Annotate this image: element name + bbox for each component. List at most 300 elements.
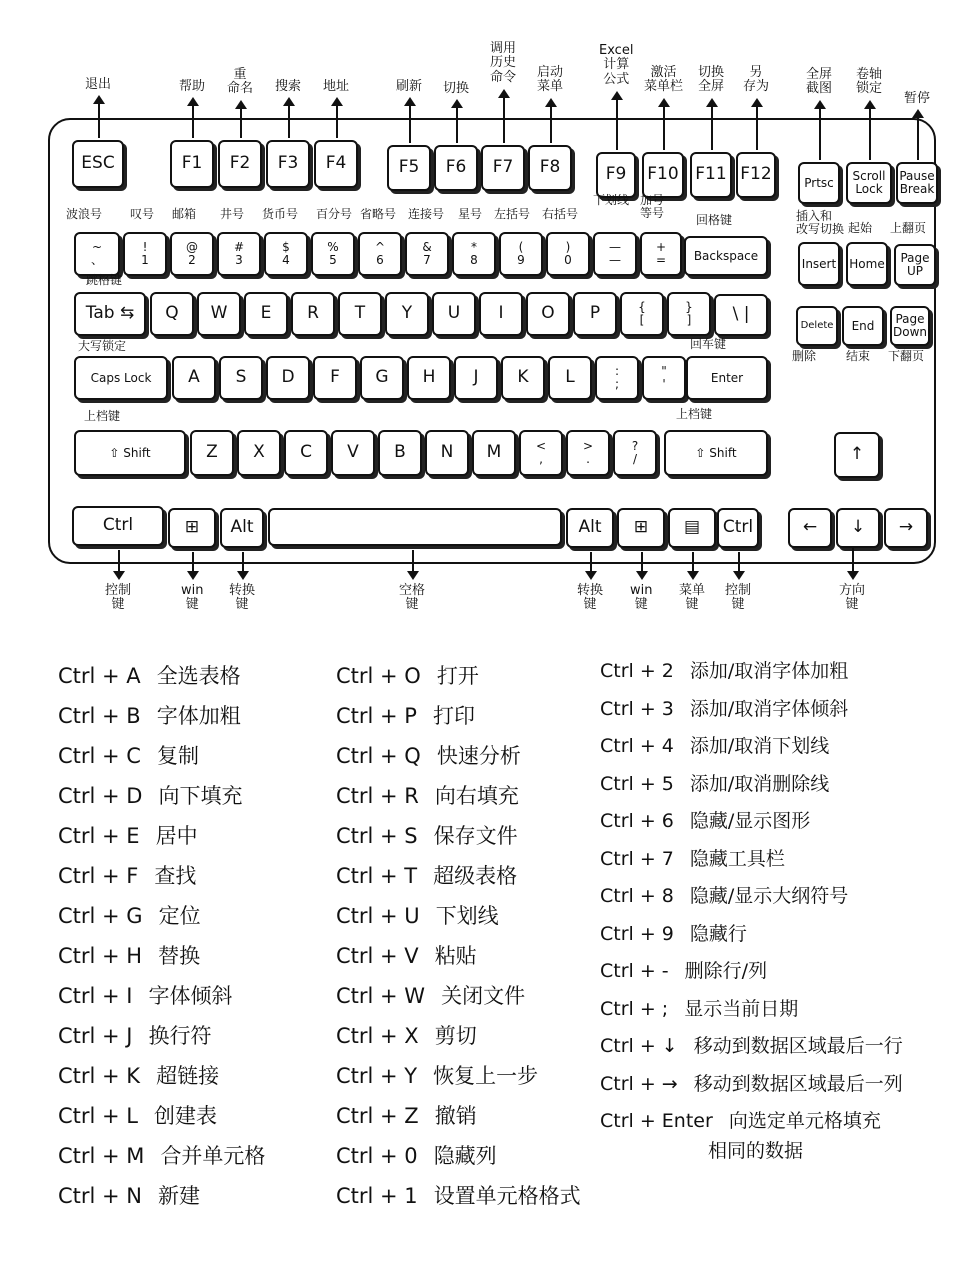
shortcut-col1-item	[58, 980, 233, 1010]
shortcut-description: 撤销	[434, 1104, 477, 1128]
shortcut-description: 向右填充	[434, 784, 519, 808]
shortcut-keys: Ctrl + W	[336, 984, 426, 1008]
key-delete: Delete	[796, 306, 838, 346]
shortcut-keys: Ctrl + M	[58, 1144, 145, 1168]
key-note-end: 结束	[846, 349, 871, 363]
bottom-label-lctrl: 控制 键	[105, 583, 132, 613]
key-note-k7: 连接号	[408, 207, 445, 221]
key-note-k6: 省略号	[360, 207, 397, 221]
shortcut-keys: Ctrl + 2	[600, 660, 674, 682]
shortcut-description: 添加/取消字体倾斜	[689, 697, 849, 720]
key-k: K	[501, 356, 545, 400]
top-label-f8: 启动 菜单	[537, 65, 564, 95]
shortcut-keys: Ctrl + Y	[336, 1064, 418, 1088]
shortcut-keys: Ctrl + 9	[600, 922, 674, 945]
shortcut-description: 打印	[432, 704, 475, 728]
arrow-icon	[711, 100, 713, 150]
key-legend: +	[655, 240, 667, 255]
key-note-tab: 跳格键	[86, 273, 123, 287]
shortcut-col1-item	[58, 1180, 200, 1210]
key-b: B	[378, 430, 422, 476]
key-note-rshift: 上档键	[676, 407, 713, 421]
key-slash	[613, 430, 657, 476]
shortcut-description: 查找	[154, 864, 197, 888]
shortcut-description: 隐藏行	[689, 922, 747, 945]
key-tab: Tab ⇆	[74, 292, 146, 336]
key-legend: ^	[374, 240, 386, 255]
key-legend: @	[186, 240, 198, 255]
shortcut-description: 隐藏工具栏	[689, 847, 785, 870]
key-a: A	[172, 356, 216, 400]
shortcut-col2-item	[336, 780, 519, 810]
key-k8	[452, 232, 496, 276]
key-legend: —	[609, 240, 621, 255]
key-f3: F3	[266, 140, 310, 188]
key-o: O	[526, 292, 570, 336]
arrow-icon	[242, 552, 244, 578]
key-left: ←	[788, 508, 832, 548]
bottom-label-ralt: 转换 键	[577, 583, 604, 613]
shortcut-description: 定位	[158, 904, 201, 928]
shortcut-col1-item	[58, 1020, 212, 1050]
key-w: W	[197, 292, 241, 336]
key-legend: %	[327, 240, 339, 255]
key-f4: F4	[314, 140, 358, 188]
key-pageup	[894, 244, 936, 286]
top-label-prtsc: 全屏 截图	[806, 67, 833, 97]
key-lbrace	[620, 292, 664, 336]
shortcut-keys: Ctrl + V	[336, 944, 419, 968]
key-x: X	[237, 430, 281, 476]
key-note-minus: 下划线	[593, 193, 630, 207]
key-note-pagedown: 下翻页	[888, 349, 925, 363]
shortcut-description: 超链接	[156, 1064, 220, 1088]
shortcut-description: 字体加粗	[156, 704, 241, 728]
key-legend: !	[142, 240, 148, 255]
shortcut-keys: Ctrl + ;	[600, 997, 669, 1020]
key-down: ↓	[836, 508, 880, 548]
key-legend: 6	[376, 253, 384, 267]
shortcut-keys: Ctrl + 3	[600, 697, 674, 720]
key-s: S	[219, 356, 263, 400]
key-plus	[640, 232, 682, 276]
key-legend: Lock	[855, 182, 883, 196]
shortcut-keys: Ctrl + 8	[600, 885, 674, 907]
key-l: L	[548, 356, 592, 400]
shortcut-keys: Ctrl + L	[58, 1104, 139, 1128]
key-note-enter: 回车键	[690, 337, 727, 351]
key-lctrl: Ctrl	[72, 506, 164, 546]
top-label-pause: 暂停	[904, 91, 931, 106]
shortcut-description: 隐藏/显示图形	[689, 810, 811, 832]
key-q: Q	[150, 292, 194, 336]
bottom-label-rwin: win 键	[630, 583, 653, 613]
key-k2	[170, 232, 214, 276]
key-f10: F10	[642, 152, 684, 198]
shortcut-keys: Ctrl + G	[58, 904, 143, 928]
key-legend: Page	[895, 312, 925, 327]
shortcut-col3-item	[600, 656, 848, 683]
key-note-k4: 货币号	[262, 207, 299, 221]
key-right: →	[884, 508, 928, 548]
key-caps: Caps Lock	[74, 356, 168, 400]
shortcut-keys: Ctrl + P	[336, 704, 417, 728]
key-legend: 5	[329, 253, 337, 267]
shortcut-description: 恢复上一步	[433, 1064, 539, 1088]
shortcut-col2-item	[336, 660, 479, 690]
arrow-icon	[98, 97, 100, 138]
shortcut-keys: Ctrl + K	[58, 1064, 141, 1088]
arrow-icon	[738, 552, 740, 578]
arrow-icon	[550, 100, 552, 143]
key-note-k8: 星号	[458, 207, 483, 221]
shortcut-col1-item	[58, 860, 196, 890]
shortcut-keys: Ctrl + 6	[600, 810, 674, 832]
arrow-icon	[409, 99, 411, 143]
key-k1	[123, 232, 167, 276]
shortcut-keys: Ctrl + E	[58, 824, 140, 848]
shortcut-keys: Ctrl + I	[58, 984, 133, 1008]
key-legend: Scroll	[852, 169, 886, 184]
key-legend: 1	[141, 253, 149, 267]
shortcut-description: 向下填充	[158, 784, 243, 808]
key-legend: ?	[631, 439, 639, 454]
key-p: P	[573, 292, 617, 336]
key-home: Home	[846, 242, 888, 286]
key-legend: {	[638, 300, 646, 315]
top-label-f4: 地址	[323, 79, 350, 94]
shortcut-keys: Ctrl + D	[58, 784, 143, 808]
key-f11: F11	[690, 152, 732, 198]
key-y: Y	[385, 292, 429, 336]
key-legend: )	[565, 240, 571, 255]
shortcut-keys: Ctrl + F	[58, 864, 139, 888]
key-legend: /	[632, 452, 638, 466]
shortcut-col3-item	[600, 994, 798, 1021]
key-legend: 、	[90, 253, 103, 267]
key-t: T	[338, 292, 382, 336]
arrow-icon	[118, 550, 120, 578]
shortcut-description: 移动到数据区域最后一列	[693, 1072, 903, 1095]
key-legend: :	[614, 364, 620, 379]
key-prtsc: Prtsc	[798, 162, 840, 204]
key-legend: 4	[282, 253, 290, 267]
shortcut-col2-item	[336, 980, 525, 1010]
shortcut-col2-item	[336, 1060, 538, 1090]
key-legend: 8	[470, 253, 478, 267]
key-enter: Enter	[686, 356, 768, 400]
key-legend: *	[471, 240, 477, 255]
key-legend: .	[586, 452, 590, 466]
key-quote	[642, 356, 686, 400]
shortcut-keys: Ctrl + S	[336, 824, 418, 848]
key-legend: >	[582, 439, 594, 454]
shortcut-col1-item	[58, 780, 242, 810]
shortcut-col2-item	[336, 1140, 497, 1170]
key-e: E	[244, 292, 288, 336]
key-legend: (	[518, 240, 524, 255]
key-i: I	[479, 292, 523, 336]
shortcut-col3-item	[600, 769, 829, 796]
key-legend: Down	[892, 325, 927, 339]
arrow-icon	[192, 552, 194, 578]
key-k0	[546, 232, 590, 276]
key-j: J	[454, 356, 498, 400]
key-note-k0: 右括号	[542, 207, 579, 221]
shortcut-keys: Ctrl + C	[58, 744, 141, 768]
shortcut-col3-item	[600, 844, 785, 871]
shortcut-description: 设置单元格格式	[433, 1184, 581, 1208]
shortcut-col3-item	[600, 1031, 903, 1058]
shortcut-description: 全选表格	[156, 664, 241, 688]
key-legend: 7	[423, 253, 431, 267]
key-k3	[217, 232, 261, 276]
arrow-icon	[240, 102, 242, 138]
key-legend: $	[282, 240, 290, 255]
top-label-f10: 激活 菜单栏	[644, 65, 684, 95]
shortcut-col3-item	[600, 806, 810, 833]
shortcut-description: 复制	[156, 744, 199, 768]
shortcut-keys: Ctrl + R	[336, 784, 419, 808]
shortcut-keys: Ctrl + 1	[336, 1184, 418, 1208]
shortcut-description: 隐藏列	[433, 1144, 497, 1168]
top-label-f1: 帮助	[179, 79, 206, 94]
bottom-label-space: 空格 键	[399, 583, 426, 613]
shortcut-col3-item	[600, 956, 767, 983]
shortcut-description: 合并单元格	[160, 1144, 266, 1168]
key-legend: '	[662, 377, 666, 391]
key-rwin: ⊞	[617, 508, 665, 548]
key-legend: }	[685, 300, 693, 315]
key-ralt: Alt	[566, 508, 614, 548]
shortcut-keys: Ctrl + ↓	[600, 1035, 678, 1057]
arrow-icon	[852, 548, 854, 578]
shortcut-description: 添加/取消字体加粗	[689, 660, 849, 682]
top-label-f11: 切换 全屏	[698, 65, 725, 95]
key-note-tilde: 波浪号	[66, 207, 103, 221]
key-minus	[593, 232, 637, 276]
shortcut-keys: Ctrl + O	[336, 664, 421, 688]
shortcut-keys: Ctrl + B	[58, 704, 141, 728]
shortcut-description: 超级表格	[433, 864, 518, 888]
shortcut-col1-item	[58, 940, 200, 970]
shortcut-keys: Ctrl + H	[58, 944, 143, 968]
arrow-icon	[590, 552, 592, 578]
shortcut-keys: Ctrl + Q	[336, 744, 421, 768]
shortcut-col3-item	[600, 881, 848, 908]
key-rbrace	[667, 292, 711, 336]
top-label-f6: 切换	[443, 81, 470, 96]
shortcut-description: 添加/取消删除线	[689, 772, 830, 795]
key-note-lshift: 上档键	[84, 409, 121, 423]
shortcut-keys: Ctrl + U	[336, 904, 420, 928]
key-period	[566, 430, 610, 476]
shortcut-description: 居中	[155, 824, 198, 848]
shortcut-description: 向选定单元格填充	[728, 1110, 881, 1132]
key-note-home: 起始	[848, 221, 873, 235]
key-k9	[499, 232, 543, 276]
shortcut-description: 打开	[436, 664, 479, 688]
key-note-k9: 左括号	[494, 207, 531, 221]
shortcut-col2-item	[336, 940, 477, 970]
key-pagedown	[890, 306, 930, 346]
shortcut-description: 删除行/列	[684, 960, 768, 982]
arrow-icon	[869, 102, 871, 160]
shortcut-keys: Ctrl + Z	[336, 1104, 419, 1128]
shortcut-col2-item	[336, 740, 521, 770]
shortcut-col3-item	[600, 1069, 903, 1096]
key-legend: Page	[900, 251, 930, 266]
key-k6	[358, 232, 402, 276]
key-legend: Break	[899, 182, 935, 196]
key-legend: 2	[188, 253, 196, 267]
key-lwin: ⊞	[168, 508, 216, 548]
key-legend: =	[655, 253, 667, 267]
key-f8: F8	[528, 145, 572, 191]
arrow-icon	[756, 100, 758, 150]
arrow-icon	[663, 100, 665, 150]
arrow-icon	[336, 99, 338, 138]
key-space	[268, 508, 562, 546]
key-legend: 9	[517, 253, 525, 267]
shortcut-col1-item	[58, 660, 241, 690]
arrow-icon	[819, 102, 821, 160]
key-g: G	[360, 356, 404, 400]
shortcut-col2-item	[336, 700, 475, 730]
shortcut-keys: Ctrl + 4	[600, 735, 674, 757]
top-label-f2: 重 命名	[227, 67, 254, 97]
arrow-icon	[192, 99, 194, 138]
key-note-backspace: 回格键	[696, 213, 733, 227]
key-f7: F7	[481, 145, 525, 191]
shortcut-keys: Ctrl + A	[58, 664, 141, 688]
key-f2: F2	[218, 140, 262, 188]
key-m: M	[472, 430, 516, 476]
key-legend: "	[661, 364, 667, 379]
key-rshift: ⇧ Shift	[664, 430, 768, 476]
key-legend: —	[609, 253, 621, 267]
shortcut-description: 关闭文件	[441, 984, 526, 1008]
key-note-caps: 大写锁定	[78, 339, 127, 353]
key-k4	[264, 232, 308, 276]
key-n: N	[425, 430, 469, 476]
shortcut-col1-item	[58, 700, 241, 730]
arrow-icon	[917, 111, 919, 160]
key-insert: Insert	[798, 242, 840, 286]
arrow-icon	[412, 550, 414, 578]
key-esc: ESC	[72, 140, 124, 188]
key-h: H	[407, 356, 451, 400]
key-legend: ,	[539, 452, 543, 466]
arrow-icon	[616, 93, 618, 150]
key-legend: UP	[906, 264, 924, 278]
shortcut-description: 新建	[158, 1184, 201, 1208]
shortcut-keys: Ctrl + 0	[336, 1144, 418, 1168]
shortcut-description: 添加/取消下划线	[689, 735, 830, 757]
key-legend: &	[422, 240, 432, 255]
key-legend: #	[233, 240, 245, 255]
shortcut-keys: Ctrl + T	[336, 864, 418, 888]
key-end: End	[842, 306, 884, 346]
shortcut-description: 隐藏/显示大纲符号	[689, 885, 849, 907]
shortcut-description: 换行符	[148, 1024, 212, 1048]
key-note-insert: 插入和 改写切换	[796, 209, 845, 236]
key-up: ↑	[834, 432, 880, 478]
key-z: Z	[190, 430, 234, 476]
shortcut-keys: Ctrl + 7	[600, 847, 674, 870]
key-note-delete: 删除	[792, 349, 817, 363]
key-note-plus: 加号 等号	[640, 193, 665, 220]
arrow-icon	[692, 552, 694, 578]
key-comma	[519, 430, 563, 476]
arrow-icon	[456, 101, 458, 143]
key-lshift: ⇧ Shift	[74, 430, 186, 476]
top-label-f3: 搜索	[275, 79, 302, 94]
shortcut-keys: Ctrl + N	[58, 1184, 143, 1208]
shortcut-keys: Ctrl + →	[600, 1072, 678, 1095]
shortcut-col2-item	[336, 1100, 477, 1130]
shortcut-keys: Ctrl + Enter	[600, 1110, 713, 1132]
shortcut-description: 保存文件	[433, 824, 518, 848]
arrow-icon	[288, 99, 290, 138]
bottom-label-lalt: 转换 键	[229, 583, 256, 613]
key-scroll	[846, 162, 892, 204]
shortcut-description: 创建表	[154, 1104, 218, 1128]
top-label-scroll: 卷轴 锁定	[856, 67, 883, 97]
key-backspace: Backspace	[684, 236, 768, 276]
key-tilde	[74, 232, 120, 276]
top-label-f12: 另 存为	[743, 65, 770, 95]
key-f12: F12	[736, 152, 776, 198]
key-f1: F1	[170, 140, 214, 188]
shortcut-description: 显示当前日期	[684, 997, 799, 1020]
shortcut-col1-item	[58, 740, 199, 770]
shortcut-col2-item	[336, 820, 518, 850]
key-legend: Pause	[899, 169, 935, 184]
shortcut-description: 剪切	[434, 1024, 477, 1048]
key-d: D	[266, 356, 310, 400]
shortcut-description: 替换	[158, 944, 201, 968]
shortcut-col2-item	[336, 1020, 477, 1050]
shortcut-description: 快速分析	[436, 744, 521, 768]
key-f6: F6	[434, 145, 478, 191]
key-legend: [	[639, 313, 645, 327]
shortcut-description-continued: 相同的数据	[708, 1140, 804, 1162]
bottom-label-arrows: 方向 键	[839, 583, 866, 613]
key-pause	[896, 162, 938, 204]
shortcut-col3-item	[600, 919, 747, 946]
key-backslash: \ |	[714, 294, 768, 336]
shortcut-col1-item	[58, 900, 201, 930]
top-label-esc: 退出	[85, 77, 112, 92]
key-r: R	[291, 292, 335, 336]
bottom-label-lwin: win 键	[181, 583, 204, 613]
shortcut-keys: Ctrl + -	[600, 960, 669, 982]
shortcut-description: 下划线	[435, 904, 499, 928]
shortcut-col1-item	[58, 820, 198, 850]
key-note-k2: 邮箱	[172, 207, 197, 221]
key-lalt: Alt	[220, 508, 264, 548]
key-legend: ;	[614, 377, 620, 391]
key-rctrl: Ctrl	[717, 508, 759, 548]
key-f5: F5	[387, 145, 431, 191]
shortcut-keys: Ctrl + X	[336, 1024, 419, 1048]
shortcut-col3-item	[600, 694, 848, 721]
key-colon	[595, 356, 639, 400]
key-u: U	[432, 292, 476, 336]
shortcut-description: 粘贴	[434, 944, 477, 968]
shortcut-col2-item	[336, 1180, 581, 1210]
